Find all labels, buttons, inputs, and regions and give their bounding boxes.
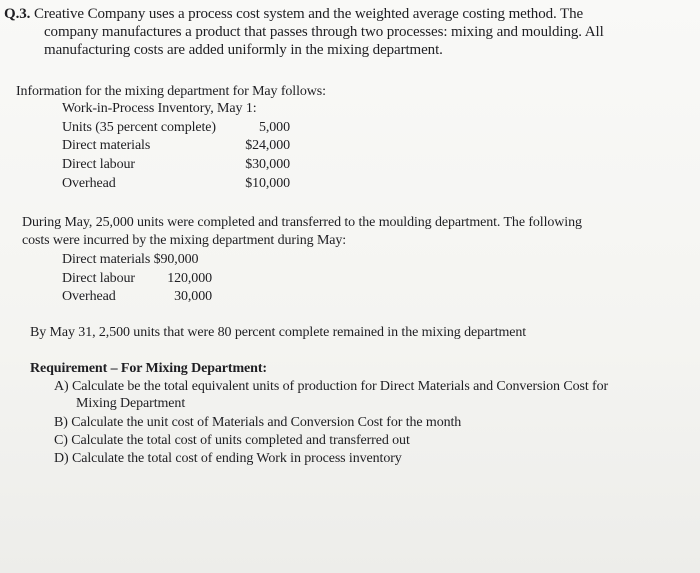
requirement-letter: A) (54, 379, 69, 394)
requirement-letter: D) (54, 451, 69, 466)
cost-row-label-text: Direct materials (62, 252, 151, 267)
cost-row-label: Direct labour (62, 271, 135, 286)
requirement-continuation: Mixing Department (76, 396, 186, 411)
cost-row-value: 30,000 (174, 289, 212, 304)
wip-row-value: 5,000 (258, 120, 290, 135)
wip-row-label: Direct labour (62, 157, 135, 172)
requirement-item (54, 450, 402, 467)
cost-row-label: Overhead (62, 289, 116, 304)
question-text-1: Creative Company uses a process cost system and the weighted average costing method. The (33, 6, 584, 22)
question-line-2: company manufactures a product that passes through two processes: mixing and moulding. All (44, 24, 604, 40)
requirement-letter: B) (54, 415, 68, 430)
info-heading: Information for the mixing department for May follows: (16, 84, 326, 99)
requirement-heading: Requirement – For Mixing Department: (30, 361, 267, 376)
cost-row-value: 120,000 (167, 271, 212, 286)
requirement-item (54, 432, 410, 449)
requirement-text: Calculate the unit cost of Materials and Conversion Cost for the month (71, 415, 462, 430)
requirement-item (54, 378, 608, 395)
question-number: Q.3. (4, 6, 31, 22)
requirement-text: Calculate the total cost of ending Work in process inventory (71, 451, 402, 466)
wip-row-value: $30,000 (245, 157, 290, 172)
wip-row-value: $10,000 (245, 176, 290, 191)
question-line-1 (4, 6, 583, 23)
requirement-text: Calculate the total cost of units completed and transferred out (71, 433, 410, 448)
question-line-3: manufacturing costs are added uniformly in the mixing department. (44, 42, 443, 58)
requirement-item (54, 414, 461, 431)
cost-row-value: $90,000 (153, 252, 199, 267)
wip-row-value: $24,000 (245, 138, 290, 153)
wip-row-label: Units (35 percent complete) (62, 120, 216, 135)
wip-row-label: Overhead (62, 176, 116, 191)
wip-row-label: Direct materials (62, 138, 151, 153)
during-line-1: During May, 25,000 units were completed and transferred to the moulding department. The following (22, 215, 582, 230)
requirement-text: Calculate be the total equivalent units of production for Direct Materials and Conversion Cost for (71, 379, 609, 394)
ending-statement: By May 31, 2,500 units that were 80 percent complete remained in the mixing department (30, 325, 527, 340)
wip-title: Work-in-Process Inventory, May 1: (62, 101, 257, 116)
during-line-2: costs were incurred by the mixing department during May: (22, 233, 347, 248)
requirement-letter: C) (54, 433, 68, 448)
cost-row-label (62, 251, 198, 268)
